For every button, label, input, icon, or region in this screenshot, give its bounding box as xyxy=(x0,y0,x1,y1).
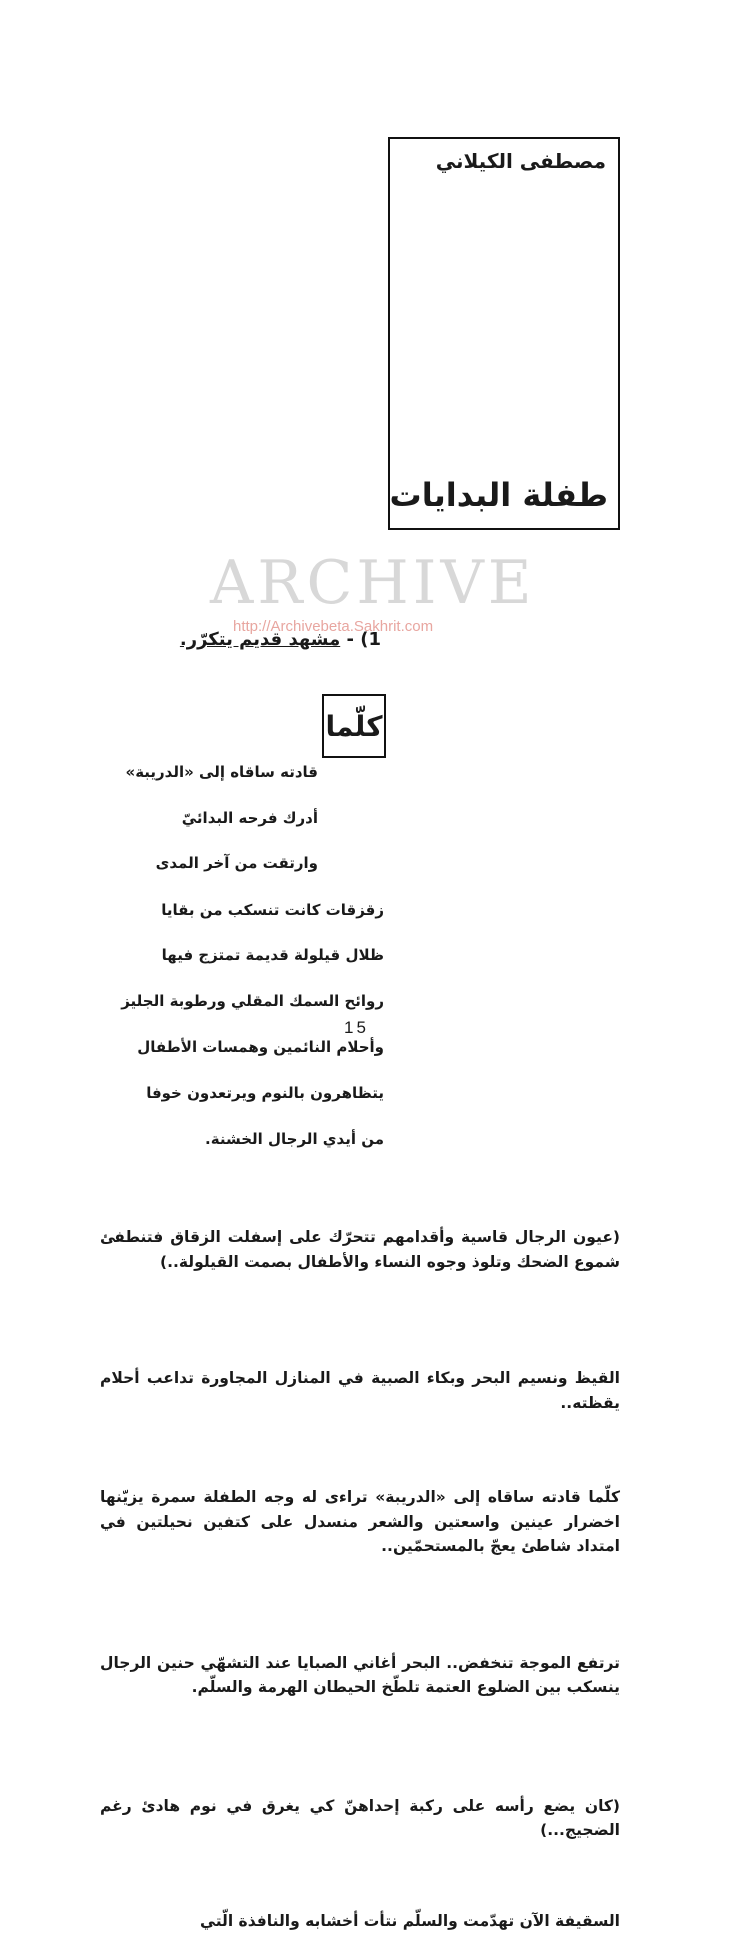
side-line: يتظاهرون بالنوم ويرتعدون خوفا xyxy=(146,1084,384,1103)
paragraph-text: ترتفع الموجة تنخفض.. البحر أغاني الصبايا عند التشهّي حنين الرجال ينسكب بين الضلوع العتمة تلطّخ الحيطان الهرمة والسلّم. xyxy=(100,1653,620,1697)
section-title: مشهد قديم يتكرّر. xyxy=(179,629,341,650)
side-line: وارتقت من آخر المدى xyxy=(155,854,318,873)
paragraph-text: (عيون الرجال قاسية وأقدامهم تتحرّك على إسفلت الزقاق فتنطفئ شموع الضحك وتلوذ وجوه النساء والأطفال بصمت القيلولة..) xyxy=(100,1228,620,1271)
side-line: قادته ساقاه إلى «الدريبة» xyxy=(125,763,318,781)
side-paragraph-line-4 xyxy=(158,899,384,922)
section-heading xyxy=(0,629,381,650)
drop-word-box: كلّما xyxy=(322,694,386,758)
paragraph-text: القيظ ونسيم البحر وبكاء الصبية في المنازل المجاورة تداعب أحلام يقظته.. xyxy=(100,1369,620,1412)
paragraph-6 xyxy=(100,1909,620,1933)
side-paragraph-line-9 xyxy=(158,1128,384,1151)
page-number: 15 xyxy=(344,1018,369,1037)
side-line: ظلال قيلولة قديمة تمتزج فيها xyxy=(161,946,384,965)
title-box xyxy=(388,137,620,530)
side-line: روائح السمك المقلي ورطوبة الجليز xyxy=(121,991,384,1010)
book-title: طفلة البدايات xyxy=(389,476,608,514)
side-paragraph-line-5 xyxy=(158,944,384,967)
side-paragraph-line-7 xyxy=(137,1036,384,1059)
paragraph-2 xyxy=(100,1366,620,1415)
side-paragraph-line-2 xyxy=(160,807,318,830)
paragraph-3 xyxy=(100,1485,620,1559)
paragraph-5 xyxy=(100,1794,620,1843)
paragraph-4 xyxy=(100,1651,620,1700)
author-name: مصطفى الكيلاني xyxy=(435,149,606,173)
paragraph-text: السقيفة الآن تهدّمت والسلّم نتأت أخشابه والنافذة الّتي xyxy=(200,1911,620,1930)
paragraph-text: كلّما قادته ساقاه إلى «الدريبة» تراءى له وجه الطفلة سمرة يزيّنها اخضرار عينين واسعتين والشعر منسدل على كتفين نحيلتين في امتداد شاطئ يعجّ بالمستحمّين.. xyxy=(100,1488,620,1556)
side-paragraph-top xyxy=(125,761,318,784)
section-number: 1) - xyxy=(346,629,381,650)
paragraph-1 xyxy=(100,1225,620,1274)
side-line: وأحلام النائمين وهمسات الأطفال xyxy=(137,1037,384,1056)
side-line: زقزقات كانت تنسكب من بقايا xyxy=(161,900,384,919)
side-line: من أيدي الرجال الخشنة. xyxy=(205,1129,384,1148)
side-paragraph-line-8 xyxy=(146,1082,384,1105)
side-line: أدرك فرحه البدائيّ xyxy=(181,808,318,827)
side-paragraph-line-3 xyxy=(155,852,318,875)
paragraph-text: (كان يضع رأسه على ركبة إحداهنّ كي يغرق في نوم هادئ رغم الضجيج...) xyxy=(100,1796,620,1840)
watermark-archive: ARCHIVE xyxy=(210,548,536,618)
watermark-url: http://Archivebeta.Sakhrit.com xyxy=(233,618,434,635)
side-paragraph-line-6 xyxy=(121,990,384,1013)
